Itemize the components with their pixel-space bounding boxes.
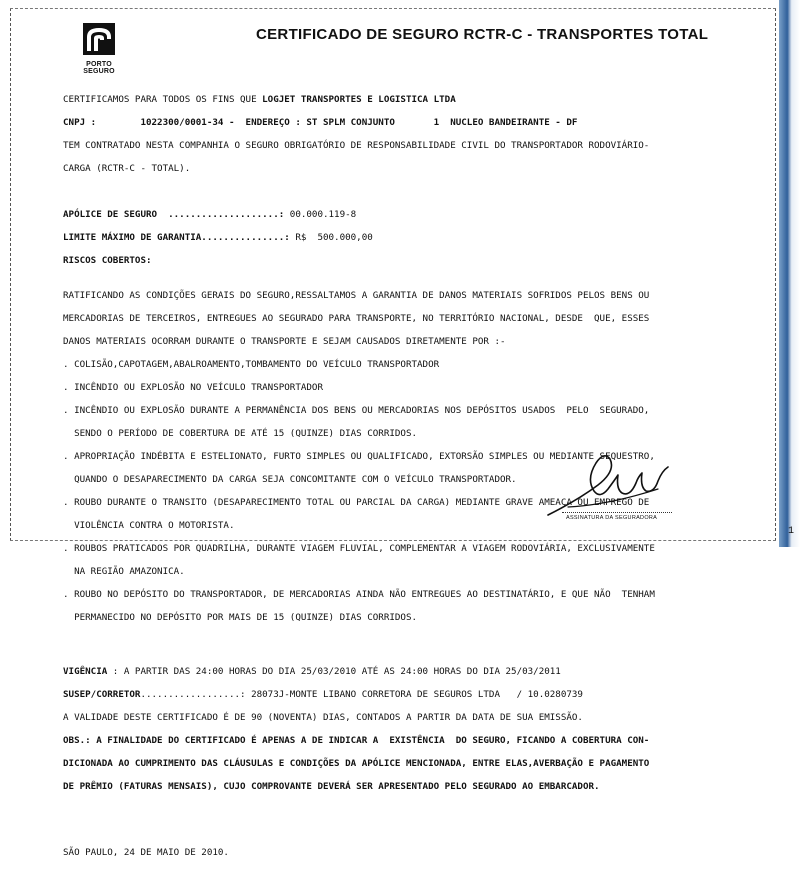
place-date: SÃO PAULO, 24 DE MAIO DE 2010. [63, 846, 229, 858]
riscos-line: . INCÊNDIO OU EXPLOSÃO DURANTE A PERMANÊNCIA DOS BENS OU MERCADORIAS NOS DEPÓSITOS USADOS PELO SEGURADO, [63, 404, 650, 416]
riscos-line: PERMANECIDO NO DEPÓSITO POR MAIS DE 15 (QUINZE) DIAS CORRIDOS. [63, 611, 418, 623]
limite-row [63, 232, 763, 244]
page-number: 1 [787, 526, 794, 537]
logo-line-2: SEGURO [83, 68, 115, 75]
intro-prefix: CERTIFICAMOS PARA TODOS OS FINS QUE [63, 93, 263, 105]
riscos-line: SENDO O PERÍODO DE COBERTURA DE ATÉ 15 (QUINZE) DIAS CORRIDOS. [63, 427, 418, 439]
riscos-line: . APROPRIAÇÃO INDÉBITA E ESTELIONATO, FURTO SIMPLES OU QUALIFICADO, EXTORSÃO SIMPLES OU MEDIANTE SEQUESTRO, [63, 450, 655, 462]
susep-row [63, 689, 763, 701]
obs-line: DICIONADA AO CUMPRIMENTO DAS CLÁUSULAS E CONDIÇÕES DA APÓLICE MENCIONADA, ENTRE ELAS,AVERBAÇÃO E PAGAMENTO [63, 757, 650, 769]
apolice-value: 00.000.119-8 [284, 209, 357, 220]
apolice-row [63, 209, 763, 221]
riscos-line: . ROUBO DURANTE O TRANSITO (DESAPARECIMENTO TOTAL OU PARCIAL DA CARGA) MEDIANTE GRAVE AMEAÇA OU EMPREGO DE [63, 496, 650, 508]
limite-value: R$ 500.000,00 [289, 232, 373, 243]
obs-line: DE PRÊMIO (FATURAS MENSAIS), CUJO COMPROVANTE DEVERÁ SER APRESENTADO PELO SEGURADO AO EMBARCADOR. [63, 780, 600, 792]
signature [538, 445, 698, 525]
riscos-line: VIOLÊNCIA CONTRA O MOTORISTA. [63, 519, 235, 531]
riscos-line: . COLISÃO,CAPOTAGEM,ABALROAMENTO,TOMBAMENTO DO VEÍCULO TRANSPORTADOR [63, 358, 440, 370]
signature-line [562, 512, 672, 513]
apolice-label: APÓLICE DE SEGURO ....................: [63, 209, 285, 220]
porto-seguro-logo-icon [82, 22, 116, 56]
signature-label: ASSINATURA DA SEGURADORA [566, 515, 658, 521]
vigencia-row [63, 666, 763, 678]
riscos-line: NA REGIÃO AMAZONICA. [63, 565, 185, 577]
limite-label: LIMITE MÁXIMO DE GARANTIA...............: [63, 232, 290, 243]
intro-line-1 [63, 94, 763, 106]
riscos-line: . ROUBOS PRATICADOS POR QUADRILHA, DURANTE VIAGEM FLUVIAL, COMPLEMENTAR A VIAGEM RODOVIÁRIA, EXCLUSIVAMENTE [63, 542, 655, 554]
riscos-line: . ROUBO NO DEPÓSITO DO TRANSPORTADOR, DE MERCADORIAS AINDA NÃO ENTREGUES AO DESTINATÁRIO, E QUE NÃO TENHAM [63, 588, 655, 600]
logo [76, 22, 122, 75]
validade-line: A VALIDADE DESTE CERTIFICADO É DE 90 (NOVENTA) DIAS, CONTADOS A PARTIR DA DATA DE SUA EMISSÃO. [63, 711, 583, 723]
riscos-line: RATIFICANDO AS CONDIÇÕES GERAIS DO SEGURO,RESSALTAMOS A GARANTIA DE DANOS MATERIAIS SOFRIDOS PELOS BENS OU [63, 289, 650, 301]
susep-text: ..................: 28073J-MONTE LIBANO CORRETORA DE SEGUROS LTDA / 10.0280739 [140, 688, 583, 700]
obs-line: OBS.: A FINALIDADE DO CERTIFICADO É APENAS A DE INDICAR A EXISTÊNCIA DO SEGURO, FICANDO A COBERTURA CON- [63, 734, 650, 746]
susep-label: SUSEP/CORRETOR [63, 688, 141, 700]
logo-line-1: PORTO [86, 61, 112, 68]
riscos-line: MERCADORIAS DE TERCEIROS, ENTREGUES AO SEGURADO PARA TRANSPORTE, NO TERRITÓRIO NACIONAL, DESDE QUE, ESSES [63, 312, 650, 324]
company-name: LOGJET TRANSPORTES E LOGISTICA LTDA [262, 93, 456, 105]
intro-line-3: TEM CONTRATADO NESTA COMPANHIA O SEGURO OBRIGATÓRIO DE RESPONSABILIDADE CIVIL DO TRANSPORTADOR RODOVIÁRIO- [63, 139, 650, 151]
riscos-line: . INCÊNDIO OU EXPLOSÃO NO VEÍCULO TRANSPORTADOR [63, 381, 323, 393]
riscos-line: DANOS MATERIAIS OCORRAM DURANTE O TRANSPORTE E SEJAM CAUSADOS DIRETAMENTE POR :- [63, 335, 506, 347]
cnpj-address-line: CNPJ : 1022300/0001-34 - ENDEREÇO : ST SPLM CONJUNTO 1 NUCLEO BANDEIRANTE - DF [63, 116, 578, 128]
intro-line-4: CARGA (RCTR-C - TOTAL). [63, 162, 191, 174]
riscos-line: QUANDO O DESAPARECIMENTO DA CARGA SEJA CONCOMITANTE COM O VEÍCULO TRANSPORTADOR. [63, 473, 517, 485]
vigencia-text: : A PARTIR DAS 24:00 HORAS DO DIA 25/03/2010 ATÉ AS 24:00 HORAS DO DIA 25/03/2011 [107, 665, 561, 677]
certificate-title: CERTIFICADO DE SEGURO RCTR-C - TRANSPORTES TOTAL [256, 26, 709, 43]
riscos-label: RISCOS COBERTOS: [63, 255, 152, 266]
scan-edge [779, 0, 800, 547]
vigencia-label: VIGÊNCIA [63, 665, 108, 677]
